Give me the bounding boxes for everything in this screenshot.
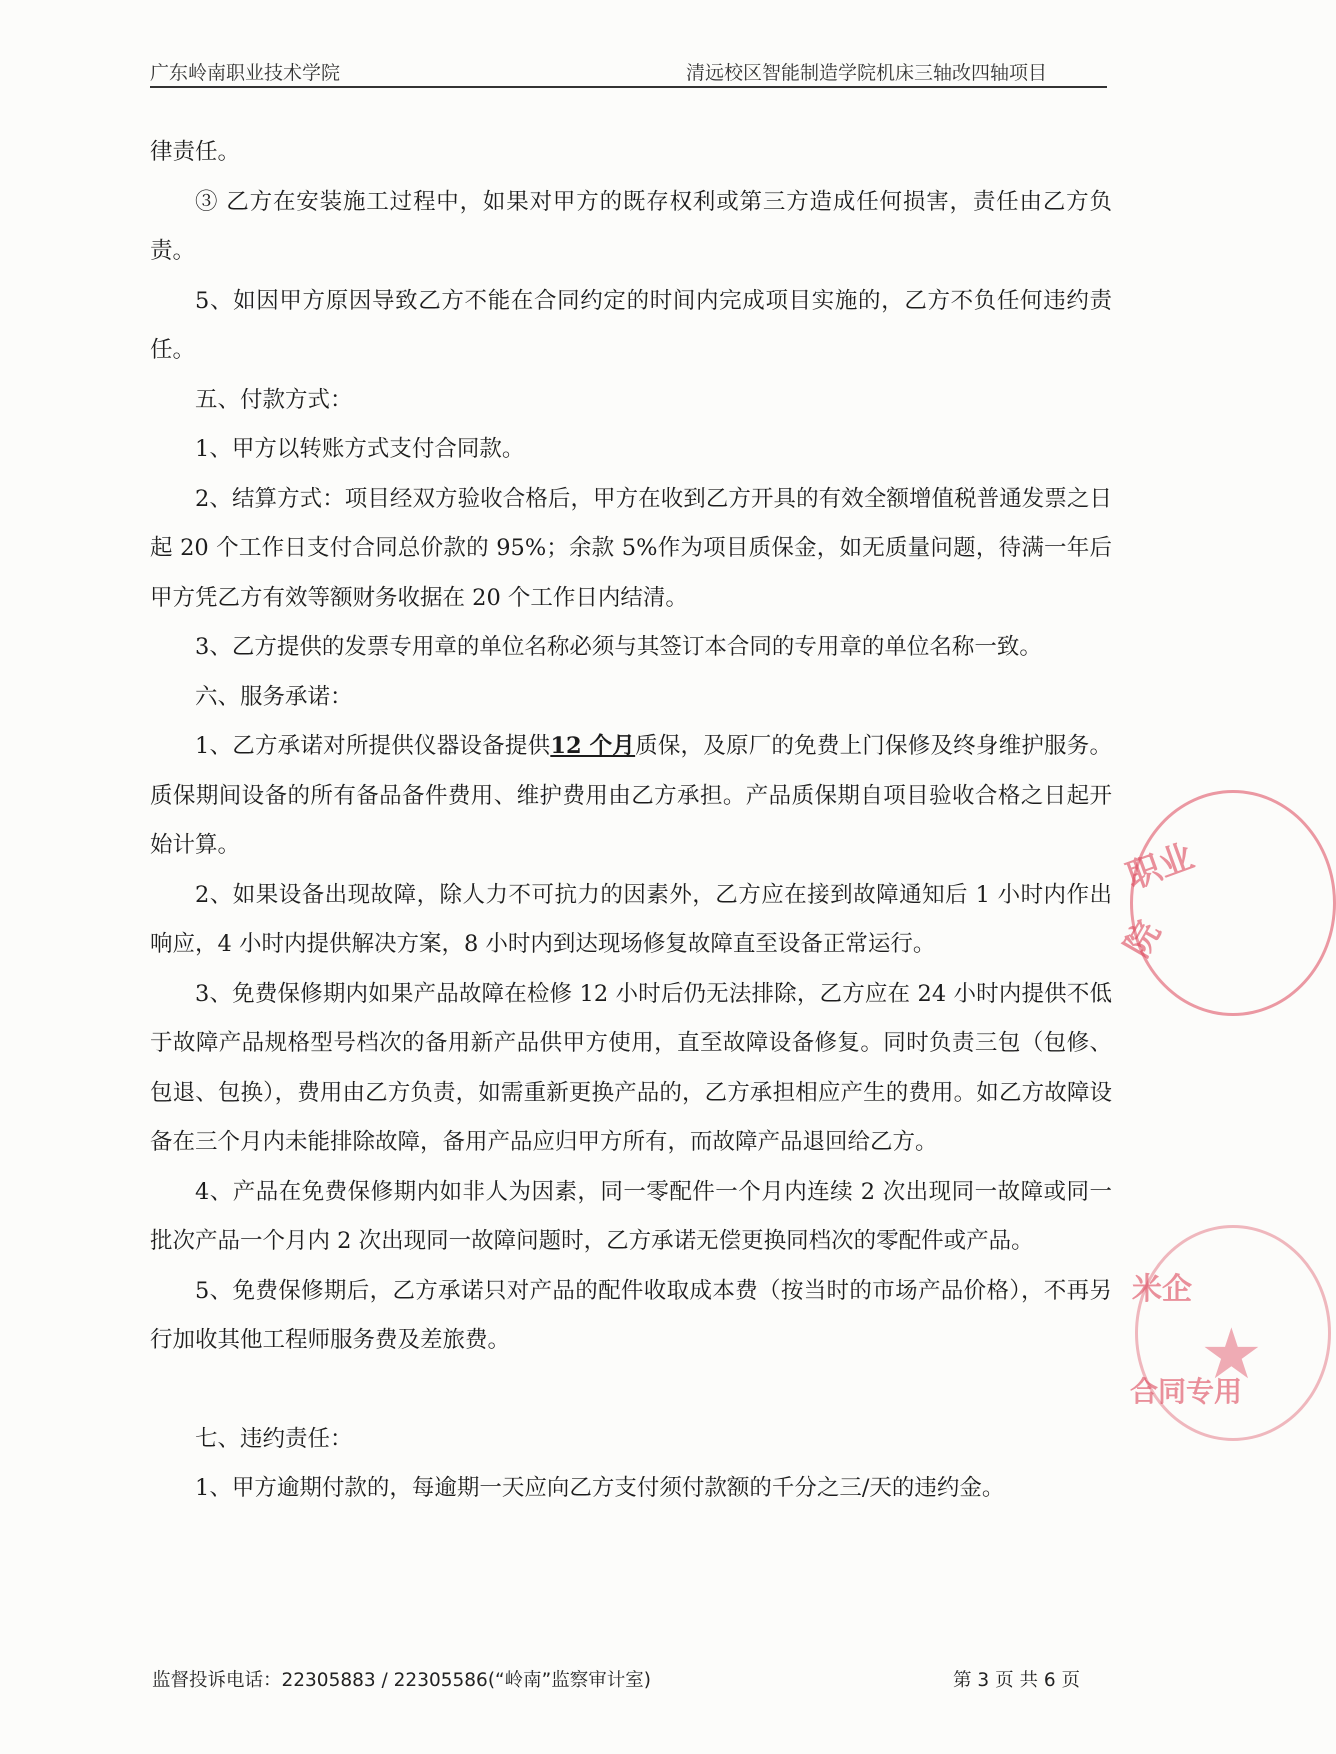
header-school-name: 广东岭南职业技术学院 bbox=[150, 62, 341, 84]
paragraph bbox=[150, 722, 1112, 871]
footer-page-number: 第 3 页 共 6 页 bbox=[953, 1670, 1080, 1691]
contract-seal-stamp: 米企 ★ 合同专用 bbox=[1135, 1225, 1331, 1441]
paragraph: 3、免费保修期内如果产品故障在检修 12 小时后仍无法排除，乙方应在 24 小时内提供不低于故障产品规格型号档次的备用新产品供甲方使用，直至故障设备修复。同时负责三包（包修、包退、包换），费用由乙方负责，如需重新更换产品的，乙方承担相应产生的费用。如乙方故障设备在三个月内未能排除故障，备用产品应归甲方所有，而故障产品退回给乙方。 bbox=[150, 980, 1112, 1155]
paragraph: 4、产品在免费保修期内如非人为因素，同一零配件一个月内连续 2 次出现同一故障或同一批次产品一个月内 2 次出现同一故障问题时，乙方承诺无偿更换同档次的零配件或产品。 bbox=[150, 1178, 1112, 1254]
school-seal-stamp: 职业 院 bbox=[1130, 790, 1336, 1016]
document-body bbox=[150, 128, 1112, 1514]
paragraph: 3、乙方提供的发票专用章的单位名称必须与其签订本合同的专用章的单位名称一致。 bbox=[195, 634, 1042, 660]
paragraph: 1、甲方逾期付款的，每逾期一天应向乙方支付须付款额的千分之三/天的违约金。 bbox=[195, 1475, 1005, 1501]
footer-hotline: 监督投诉电话：22305883 / 22305586(“岭南”监察审计室) bbox=[152, 1670, 651, 1691]
warranty-period-emphasis: 12 个月 bbox=[550, 733, 636, 759]
paragraph-text: 质保，及原厂的免费上门保修及终身维护服务。质保期间设备的所有备品备件费用、维护费用由乙方承担。产品质保期自项目验收合格之日起开始计算。 bbox=[150, 733, 1112, 858]
paragraph: ③ 乙方在安装施工过程中，如果对甲方的既存权利或第三方造成任何损害，责任由乙方负责。 bbox=[150, 188, 1112, 264]
paragraph-gap bbox=[150, 1366, 1112, 1415]
page-header bbox=[150, 52, 1107, 88]
paragraph: 5、如因甲方原因导致乙方不能在合同约定的时间内完成项目实施的，乙方不负任何违约责任。 bbox=[150, 287, 1112, 363]
paragraph: 1、甲方以转账方式支付合同款。 bbox=[195, 436, 525, 462]
paragraph: 5、免费保修期后，乙方承诺只对产品的配件收取成本费（按当时的市场产品价格），不再另行加收其他工程师服务费及差旅费。 bbox=[150, 1277, 1112, 1353]
seal-star-icon: ★ bbox=[1200, 1313, 1263, 1395]
paragraph: 2、结算方式：项目经双方验收合格后，甲方在收到乙方开具的有效全额增值税普通发票之日起 20 个工作日支付合同总价款的 95%；余款 5%作为项目质保金，如无质量问题，待满一年后甲方凭乙方有效等额财务收据在 20 个工作日内结清。 bbox=[150, 485, 1112, 611]
paragraph: 五、付款方式： bbox=[195, 386, 353, 413]
paragraph: 六、服务承诺： bbox=[195, 683, 353, 710]
paragraph-text: 1、乙方承诺对所提供仪器设备提供 bbox=[195, 733, 551, 759]
header-project-title: 清远校区智能制造学院机床三轴改四轴项目 bbox=[685, 62, 1047, 84]
paragraph: 七、违约责任： bbox=[195, 1425, 353, 1452]
paragraph: 2、如果设备出现故障，除人力不可抗力的因素外，乙方应在接到故障通知后 1 小时内作出响应，4 小时内提供解决方案，8 小时内到达现场修复故障直至设备正常运行。 bbox=[150, 881, 1112, 957]
paragraph: 律责任。 bbox=[150, 139, 241, 165]
